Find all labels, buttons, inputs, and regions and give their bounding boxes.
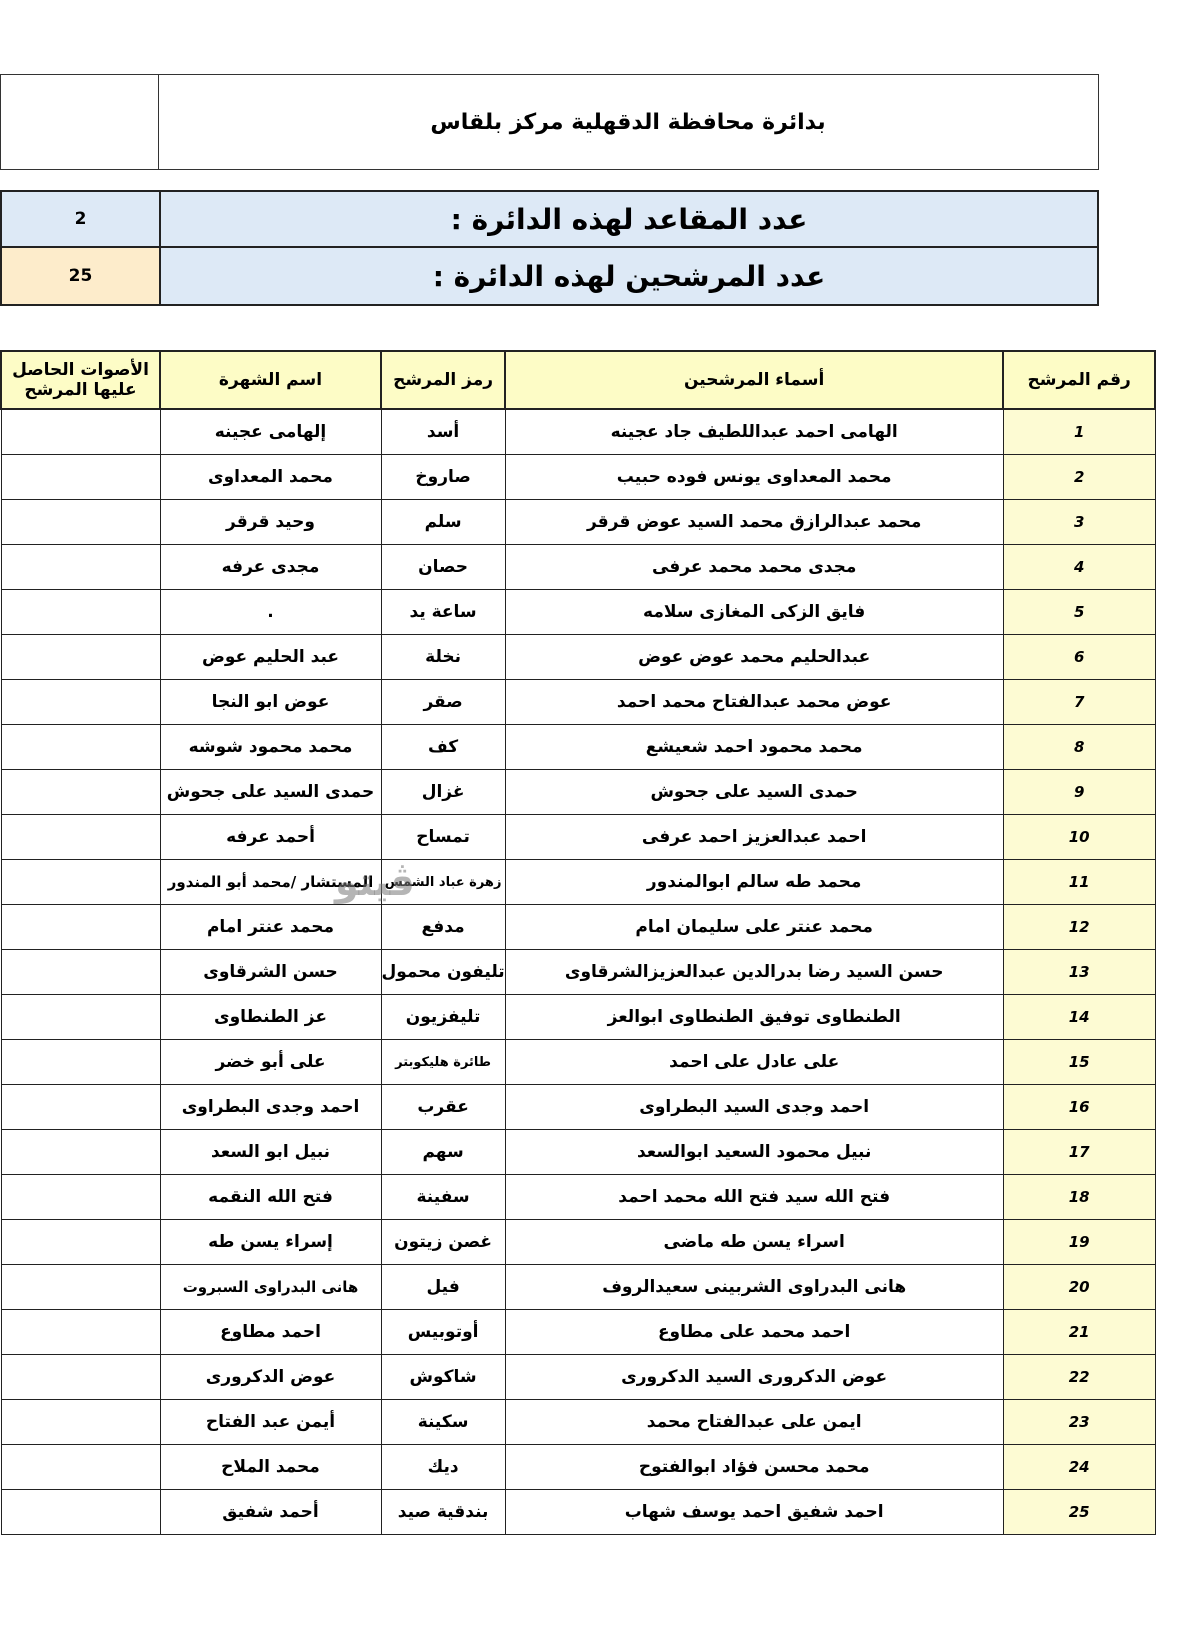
cell-symbol: ديك [381, 1445, 505, 1490]
cell-number: 4 [1003, 545, 1155, 590]
spacer [1155, 1310, 1156, 1355]
seats-row [0, 190, 1099, 248]
cell-fame: احمد مطاوع [160, 1310, 381, 1355]
cell-votes [1, 1490, 160, 1535]
cell-name: محمد محسن فؤاد ابوالفتوح [505, 1445, 1003, 1490]
cell-number: 17 [1003, 1130, 1155, 1175]
cell-symbol: طائرة هليكوبتر [381, 1040, 505, 1085]
cell-fame: نبيل ابو السعد [160, 1130, 381, 1175]
cell-name: عبدالحليم محمد عوض عوض [505, 635, 1003, 680]
cell-symbol: حصان [381, 545, 505, 590]
table-row [1, 860, 1156, 905]
cell-number: 9 [1003, 770, 1155, 815]
cell-name: عوض الدكرورى السيد الدكرورى [505, 1355, 1003, 1400]
cell-number: 10 [1003, 815, 1155, 860]
header-symbol: رمز المرشح [381, 351, 505, 409]
cell-name: فتح الله سيد فتح الله محمد احمد [505, 1175, 1003, 1220]
candidates-count-row [0, 248, 1099, 306]
cell-number: 15 [1003, 1040, 1155, 1085]
cell-symbol: سكينة [381, 1400, 505, 1445]
spacer [1155, 545, 1156, 590]
cell-votes [1, 860, 160, 905]
cell-symbol: سفينة [381, 1175, 505, 1220]
cell-symbol: غصن زيتون [381, 1220, 505, 1265]
cell-fame: إسراء يسن طه [160, 1220, 381, 1265]
cell-votes [1, 1310, 160, 1355]
cell-fame: عوض ابو النجا [160, 680, 381, 725]
cell-fame: محمد الملاح [160, 1445, 381, 1490]
spacer [1155, 1355, 1156, 1400]
spacer [1155, 1445, 1156, 1490]
cell-name: مجدى محمد محمد عرفى [505, 545, 1003, 590]
cell-name: محمد المعداوى يونس فوده حبيب [505, 455, 1003, 500]
cell-number: 11 [1003, 860, 1155, 905]
cell-name: احمد عبدالعزيز احمد عرفى [505, 815, 1003, 860]
table-row [1, 680, 1156, 725]
cell-symbol: صقر [381, 680, 505, 725]
spacer [1155, 1490, 1156, 1535]
cell-votes [1, 455, 160, 500]
cell-fame: عوض الدكرورى [160, 1355, 381, 1400]
table-row [1, 1040, 1156, 1085]
seats-value: 2 [2, 192, 161, 246]
cell-name: ايمن على عبدالفتاح محمد [505, 1400, 1003, 1445]
cell-name: اسراء يسن طه ماضى [505, 1220, 1003, 1265]
spacer [1155, 725, 1156, 770]
cell-number: 18 [1003, 1175, 1155, 1220]
cell-votes [1, 995, 160, 1040]
cell-votes [1, 815, 160, 860]
spacer [1155, 680, 1156, 725]
cell-name: احمد محمد على مطاوع [505, 1310, 1003, 1355]
cell-votes [1, 635, 160, 680]
district-title: بدائرة محافظة الدقهلية مركز بلقاس [430, 109, 826, 135]
table-row [1, 1310, 1156, 1355]
cell-name: فايق الزكى المغازى سلامه [505, 590, 1003, 635]
cell-name: محمد عبدالرازق محمد السيد عوض قرقر [505, 500, 1003, 545]
cell-votes [1, 1445, 160, 1490]
cell-number: 25 [1003, 1490, 1155, 1535]
table-row [1, 1220, 1156, 1265]
cell-symbol: تمساح [381, 815, 505, 860]
table-row [1, 1130, 1156, 1175]
cell-number: 16 [1003, 1085, 1155, 1130]
cell-votes [1, 590, 160, 635]
cell-votes [1, 1175, 160, 1220]
cell-number: 12 [1003, 905, 1155, 950]
cell-fame: هانى البدراوى السبروت [160, 1265, 381, 1310]
seats-label: عدد المقاعد لهذه الدائرة : [450, 202, 808, 236]
table-row [1, 590, 1156, 635]
cell-number: 24 [1003, 1445, 1155, 1490]
spacer [1155, 860, 1156, 905]
cell-fame: المستشار /محمد أبو المندور [160, 860, 381, 905]
candidates-count-label: عدد المرشحين لهذه الدائرة : [432, 259, 826, 293]
table-row [1, 409, 1156, 455]
cell-votes [1, 725, 160, 770]
table-row [1, 1490, 1156, 1535]
spacer [1155, 995, 1156, 1040]
table-header [1, 351, 1156, 409]
table-row [1, 1400, 1156, 1445]
cell-votes [1, 1265, 160, 1310]
table-row [1, 905, 1156, 950]
candidates-count-value: 25 [2, 248, 161, 304]
cell-number: 7 [1003, 680, 1155, 725]
cell-fame: حمدى السيد على جحوش [160, 770, 381, 815]
watermark-logo: ڤيتو [335, 860, 415, 904]
cell-votes [1, 409, 160, 455]
cell-name: محمد عنتر على سليمان امام [505, 905, 1003, 950]
spacer [1155, 815, 1156, 860]
table-row [1, 770, 1156, 815]
cell-symbol: تليفزيون [381, 995, 505, 1040]
table-row [1, 950, 1156, 995]
cell-number: 2 [1003, 455, 1155, 500]
cell-name: حمدى السيد على جحوش [505, 770, 1003, 815]
cell-fame: احمد وجدى البطراوى [160, 1085, 381, 1130]
cell-symbol: أسد [381, 409, 505, 455]
cell-votes [1, 680, 160, 725]
cell-fame: إلهامى عجينه [160, 409, 381, 455]
spacer [1155, 1040, 1156, 1085]
cell-votes [1, 1130, 160, 1175]
cell-symbol: بندقية صيد [381, 1490, 505, 1535]
header-votes: الأصوات الحاصل عليها المرشح [1, 351, 160, 409]
cell-number: 1 [1003, 409, 1155, 455]
header-name: أسماء المرشحين [505, 351, 1003, 409]
spacer [1155, 1400, 1156, 1445]
cell-votes [1, 500, 160, 545]
cell-fame: حسن الشرقاوى [160, 950, 381, 995]
spacer [1155, 905, 1156, 950]
cell-number: 8 [1003, 725, 1155, 770]
table-row [1, 1085, 1156, 1130]
cell-symbol: صاروخ [381, 455, 505, 500]
table-row [1, 815, 1156, 860]
table-row [1, 995, 1156, 1040]
cell-number: 22 [1003, 1355, 1155, 1400]
spacer [1155, 1175, 1156, 1220]
cell-votes [1, 950, 160, 995]
cell-fame: عبد الحليم عوض [160, 635, 381, 680]
table-row [1, 1445, 1156, 1490]
cell-number: 14 [1003, 995, 1155, 1040]
cell-name: على عادل على احمد [505, 1040, 1003, 1085]
cell-votes [1, 1085, 160, 1130]
cell-name: الهامى احمد عبداللطيف جاد عجينه [505, 409, 1003, 455]
cell-name: محمد محمود احمد شعيشع [505, 725, 1003, 770]
cell-name: عوض محمد عبدالفتاح محمد احمد [505, 680, 1003, 725]
cell-votes [1, 1400, 160, 1445]
cell-number: 13 [1003, 950, 1155, 995]
cell-symbol: تليفون محمول [381, 950, 505, 995]
cell-symbol: كف [381, 725, 505, 770]
table-row [1, 455, 1156, 500]
table-row [1, 1355, 1156, 1400]
header-fame: اسم الشهرة [160, 351, 381, 409]
spacer [1155, 590, 1156, 635]
spacer [1155, 1220, 1156, 1265]
cell-number: 3 [1003, 500, 1155, 545]
cell-name: نبيل محمود السعيد ابوالسعد [505, 1130, 1003, 1175]
candidates-table [0, 350, 1157, 1535]
spacer [1155, 500, 1156, 545]
cell-symbol: أوتوبيس [381, 1310, 505, 1355]
cell-fame: محمد عنتر امام [160, 905, 381, 950]
cell-fame: أحمد عرفه [160, 815, 381, 860]
spacer [1155, 409, 1156, 455]
spacer [1155, 635, 1156, 680]
table-row [1, 500, 1156, 545]
cell-symbol: غزال [381, 770, 505, 815]
spacer [1155, 1085, 1156, 1130]
cell-fame: عز الطنطاوى [160, 995, 381, 1040]
spacer [1155, 770, 1156, 815]
table-row [1, 545, 1156, 590]
header-number: رقم المرشح [1003, 351, 1155, 409]
table-row [1, 725, 1156, 770]
spacer [1155, 1265, 1156, 1310]
cell-symbol: نخلة [381, 635, 505, 680]
table-row [1, 1265, 1156, 1310]
cell-number: 19 [1003, 1220, 1155, 1265]
cell-name: هانى البدراوى الشربينى سعيدالروف [505, 1265, 1003, 1310]
cell-fame: وحيد قرقر [160, 500, 381, 545]
cell-fame: محمد محمود شوشه [160, 725, 381, 770]
spacer [1155, 950, 1156, 995]
cell-name: احمد شفيق احمد يوسف شهاب [505, 1490, 1003, 1535]
cell-number: 6 [1003, 635, 1155, 680]
table-row [1, 1175, 1156, 1220]
cell-symbol: سلم [381, 500, 505, 545]
cell-name: محمد طه سالم ابوالمندور [505, 860, 1003, 905]
cell-votes [1, 770, 160, 815]
cell-fame: على أبو خضر [160, 1040, 381, 1085]
cell-number: 21 [1003, 1310, 1155, 1355]
cell-votes [1, 905, 160, 950]
spacer [1155, 455, 1156, 500]
cell-symbol: مدفع [381, 905, 505, 950]
table-row [1, 635, 1156, 680]
cell-symbol: عقرب [381, 1085, 505, 1130]
cell-votes [1, 545, 160, 590]
cell-name: احمد وجدى السيد البطراوى [505, 1085, 1003, 1130]
cell-name: الطنطاوى توفيق الطنطاوى ابوالعز [505, 995, 1003, 1040]
district-title-box [0, 74, 1099, 170]
spacer [1155, 1130, 1156, 1175]
cell-symbol: فيل [381, 1265, 505, 1310]
cell-votes [1, 1040, 160, 1085]
cell-symbol: شاكوش [381, 1355, 505, 1400]
cell-fame: مجدى عرفه [160, 545, 381, 590]
cell-votes [1, 1355, 160, 1400]
cell-fame: محمد المعداوى [160, 455, 381, 500]
cell-number: 20 [1003, 1265, 1155, 1310]
cell-number: 5 [1003, 590, 1155, 635]
cell-symbol: سهم [381, 1130, 505, 1175]
cell-fame: أيمن عبد الفتاح [160, 1400, 381, 1445]
cell-symbol: ساعة يد [381, 590, 505, 635]
cell-name: حسن السيد رضا بدرالدين عبدالعزيزالشرقاوى [505, 950, 1003, 995]
cell-number: 23 [1003, 1400, 1155, 1445]
cell-fame: . [160, 590, 381, 635]
cell-fame: فتح الله النقمه [160, 1175, 381, 1220]
cell-symbol: زهرة عباد الشمس [381, 860, 505, 905]
cell-votes [1, 1220, 160, 1265]
cell-fame: أحمد شفيق [160, 1490, 381, 1535]
